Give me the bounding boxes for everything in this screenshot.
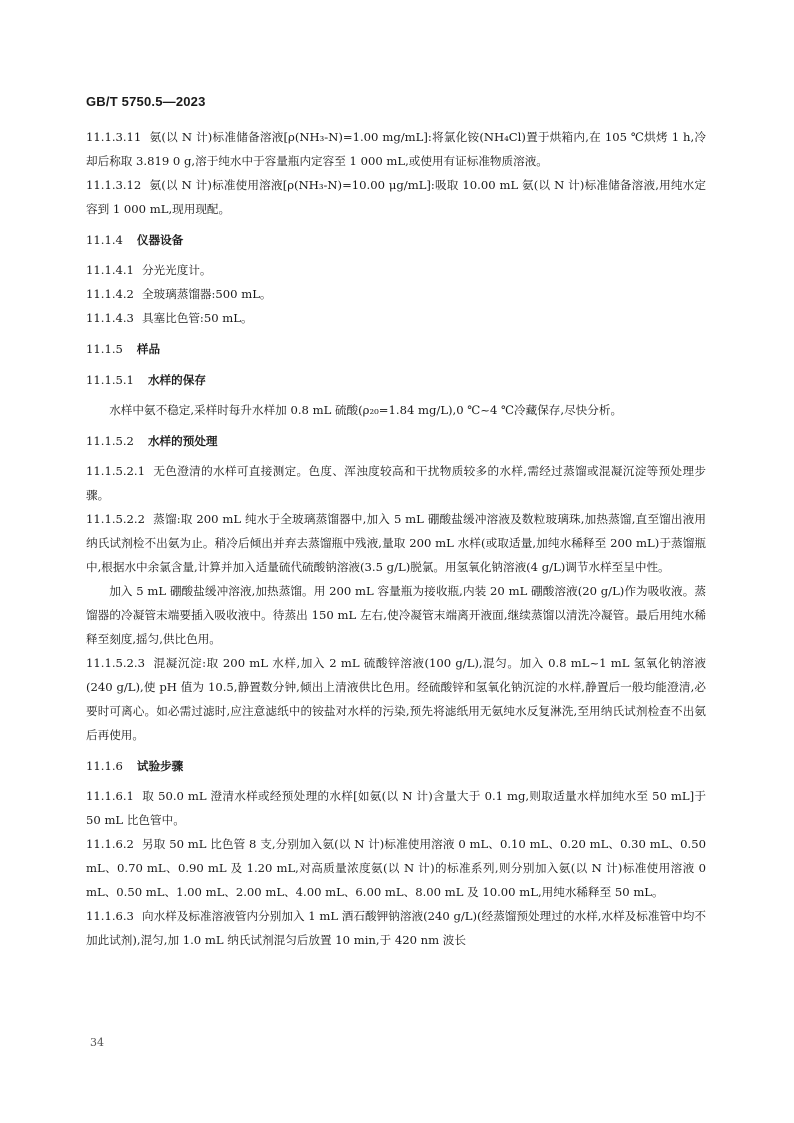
clause-11-1-3-11 [86, 125, 706, 173]
clause-11-1-3-12 [86, 173, 706, 221]
distillation-continued-paragraph: 加入 5 mL 硼酸盐缓冲溶液,加热蒸馏。用 200 mL 容量瓶为接收瓶,内装 20 mL 硼酸溶液(20 g/L)作为吸收液。蒸馏器的冷凝管末端要插入吸收液中。待蒸出 150 mL 左右,使冷凝管末端离开液面,继续蒸馏以清洗冷凝管。最后用纯水稀释至刻度,摇匀,供比色用。 [86, 584, 706, 646]
section-heading-pretreatment [86, 429, 706, 453]
section-number: 11.1.5.1 [86, 373, 134, 387]
clause-text: 混凝沉淀:取 200 mL 水样,加入 2 mL 硫酸锌溶液(100 g/L),混匀。加入 0.8 mL~1 mL 氢氧化钠溶液(240 g/L),使 pH 值为 10.5,静置数分钟,倾出上清液供比色用。经硫酸锌和氢氧化钠沉淀的水样,静置后一般均能澄清,必要时可离心。如必需过滤时,应注意滤纸中的铵盐对水样的污染,预先将滤纸用无氨纯水反复淋洗,至用纳氏试剂检查不出氨后再使用。 [86, 656, 706, 742]
document-body [86, 125, 706, 952]
clause-11-1-5-2-2 [86, 507, 706, 579]
clause-11-1-6-3 [86, 904, 706, 952]
clause-text: 取 50.0 mL 澄清水样或经预处理的水样[如氨(以 N 计)含量大于 0.1 mg,则取适量水样加纯水至 50 mL]于 50 mL 比色管中。 [86, 789, 706, 827]
section-title: 试验步骤 [136, 759, 184, 773]
clause-number: 11.1.5.2.3 [86, 656, 145, 670]
clause-number: 11.1.5.2.2 [86, 512, 145, 526]
section-heading-test-steps [86, 754, 706, 778]
clause-text: 蒸馏:取 200 mL 纯水于全玻璃蒸馏器中,加入 5 mL 硼酸盐缓冲溶液及数粒玻璃珠,加热蒸馏,直至馏出液用纳氏试剂检不出氨为止。稍冷后倾出并弃去蒸馏瓶中残液,量取 200 mL 水样(或取适量,加纯水稀释至 200 mL)于蒸馏瓶中,根据水中余氯含量,计算并加入适量硫代硫酸钠溶液(3.5 g/L)脱氯。用氢氧化钠溶液(4 g/L)调节水样至呈中性。 [86, 512, 706, 574]
clause-text: 无色澄清的水样可直接测定。色度、浑浊度较高和干扰物质较多的水样,需经过蒸馏或混凝沉淀等预处理步骤。 [86, 464, 706, 502]
clause-text: 全玻璃蒸馏器:500 mL。 [141, 287, 272, 301]
clause-11-1-6-2 [86, 832, 706, 904]
clause-number: 11.1.6.3 [86, 909, 134, 923]
clause-number: 11.1.6.2 [86, 837, 134, 851]
section-title: 仪器设备 [136, 233, 184, 247]
clause-text: 分光光度计。 [141, 263, 212, 277]
section-title: 样品 [136, 342, 161, 356]
section-heading-instruments [86, 228, 706, 252]
page-number: 34 [90, 1036, 104, 1049]
clause-text: 氨(以 N 计)标准储备溶液[ρ(NH₃-N)=1.00 mg/mL]:将氯化铵(NH₄Cl)置于烘箱内,在 105 ℃烘烤 1 h,冷却后称取 3.819 0 g,溶于纯水中于容量瓶内定容至 1 000 mL,或使用有证标准物质溶液。 [86, 130, 706, 168]
clause-text: 氨(以 N 计)标准使用溶液[ρ(NH₃-N)=10.00 μg/mL]:吸取 10.00 mL 氨(以 N 计)标准储备溶液,用纯水定容到 1 000 mL,现用现配。 [86, 178, 706, 216]
clause-11-1-5-2-1 [86, 459, 706, 507]
clause-11-1-5-2-3 [86, 651, 706, 747]
section-title: 水样的保存 [147, 373, 206, 387]
section-number: 11.1.6 [86, 759, 123, 773]
clause-number: 11.1.3.11 [86, 130, 142, 144]
section-number: 11.1.5 [86, 342, 123, 356]
section-number: 11.1.5.2 [86, 434, 134, 448]
section-number: 11.1.4 [86, 233, 123, 247]
clause-number: 11.1.4.3 [86, 311, 134, 325]
clause-number: 11.1.5.2.1 [86, 464, 145, 478]
clause-11-1-4-1 [86, 258, 706, 282]
clause-number: 11.1.4.1 [86, 263, 134, 277]
section-heading-sample [86, 337, 706, 361]
storage-paragraph: 水样中氨不稳定,采样时每升水样加 0.8 mL 硫酸(ρ₂₀=1.84 mg/L),0 ℃~4 ℃冷藏保存,尽快分析。 [109, 403, 623, 417]
clause-text: 另取 50 mL 比色管 8 支,分别加入氨(以 N 计)标准使用溶液 0 mL、0.10 mL、0.20 mL、0.30 mL、0.50 mL、0.70 mL、0.90 mL 及 1.20 mL,对高质量浓度氨(以 N 计)的标准系列,则分别加入氨(以 N 计)标准使用溶液 0 mL、0.50 mL、1.00 mL、2.00 mL、4.00 mL、6.00 mL、8.00 mL 及 10.00 mL,用纯水稀释至 50 mL。 [86, 837, 706, 899]
clause-number: 11.1.4.2 [86, 287, 134, 301]
standard-code-header: GB/T 5750.5—2023 [86, 94, 206, 109]
clause-number: 11.1.3.12 [86, 178, 142, 192]
clause-11-1-4-2 [86, 282, 706, 306]
clause-text: 具塞比色管:50 mL。 [141, 311, 253, 325]
clause-11-1-6-1 [86, 784, 706, 832]
section-title: 水样的预处理 [147, 434, 218, 448]
clause-11-1-4-3 [86, 306, 706, 330]
clause-text: 向水样及标准溶液管内分别加入 1 mL 酒石酸钾钠溶液(240 g/L)(经蒸馏预处理过的水样,水样及标准管中均不加此试剂),混匀,加 1.0 mL 纳氏试剂混匀后放置 10 min,于 420 nm 波长 [86, 909, 706, 947]
clause-number: 11.1.6.1 [86, 789, 134, 803]
section-heading-storage [86, 368, 706, 392]
